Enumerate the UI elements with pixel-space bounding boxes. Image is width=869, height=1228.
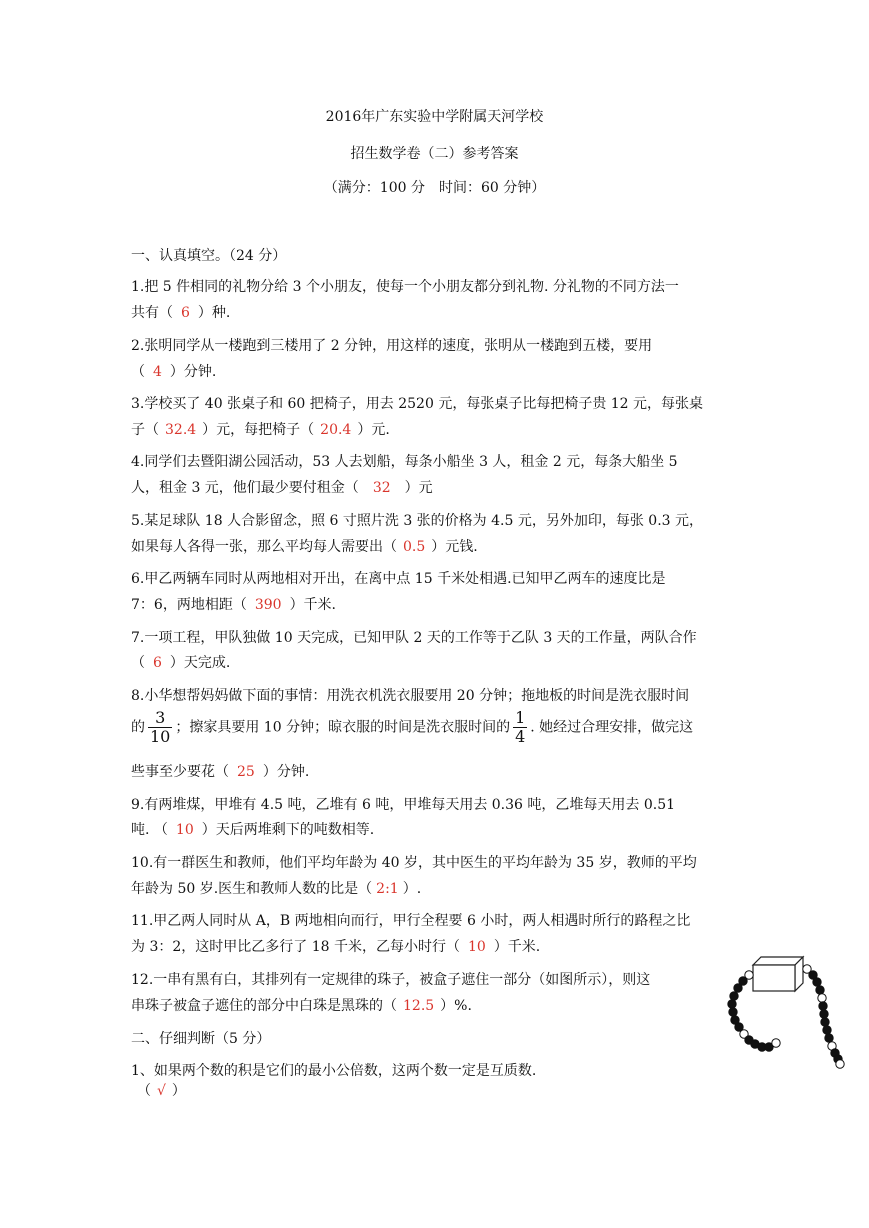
bead-chain-figure: [725, 955, 850, 1075]
doc-subtitle: 招生数学卷（二）参考答案: [350, 146, 519, 162]
black-bead: [813, 978, 821, 986]
q12-line2: 串珠子被盒子遮住的部分中白珠是黑珠的（ 12.5 ）%.: [131, 998, 472, 1014]
q8-line1: 8.小华想帮妈妈做下面的事情：用洗衣机洗衣服要用 20 分钟；拖地板的时间是洗衣服时间: [131, 688, 690, 704]
q5-answer: 0.5: [403, 539, 426, 555]
q6-answer: 390: [254, 597, 282, 613]
q1-answer: 6: [181, 305, 190, 321]
black-bead: [734, 984, 742, 992]
q9-line2: 吨. （ 10 ）天后两堆剩下的吨数相等.: [131, 822, 375, 838]
q10-answer: 2:1: [376, 881, 399, 897]
q11-answer: 10: [467, 939, 486, 955]
q6-line2: 7：6，两地相距（ 390 ）千米.: [131, 597, 337, 613]
s2-q1-line1: 1、如果两个数的积是它们的最小公倍数，这两个数一定是互质数.: [131, 1063, 537, 1079]
q7-line1: 7.一项工程，甲队独做 10 天完成，已知甲队 2 天的工作等于乙队 3 天的工作量，两队合作: [131, 630, 697, 646]
doc-title: 2016年广东实验中学附属天河学校: [325, 109, 544, 125]
section1-heading: 一、认真填空。（24 分）: [131, 248, 287, 264]
q8-answer: 25: [237, 764, 255, 780]
q1-line2: 共有（ 6 ）种.: [131, 305, 231, 321]
q3-line2: 子（ 32.4 ）元，每把椅子（ 20.4 ）元.: [131, 422, 390, 438]
fraction-3-10: $\frac{3}{10}$: [150, 708, 171, 746]
q10-line2: 年龄为 50 岁.医生和教师人数的比是（ 2:1 ）.: [131, 881, 422, 897]
q1-line1: 1.把 5 件相同的礼物分给 3 个小朋友，使每一个小朋友都分到礼物. 分礼物的不同方法一: [131, 279, 679, 295]
q10-line1: 10.有一群医生和教师，他们平均年龄为 40 岁，其中医生的平均年龄为 35 岁，教师的平均: [131, 855, 697, 871]
fraction-1-4: $\frac{1}{4}$: [515, 708, 526, 746]
q11-line2: 为 3：2，这时甲比乙多行了 18 千米，乙每小时行（ 10 ）千米.: [131, 939, 541, 955]
q3-line1: 3.学校买了 40 张桌子和 60 把椅子，用去 2520 元，每张桌子比每把椅子贵 12 元，每张桌: [131, 396, 704, 412]
q8-line3: 些事至少要花（ 25 ）分钟.: [131, 764, 310, 780]
box-icon: [753, 957, 803, 991]
q5-line1: 5.某足球队 18 人合影留念，照 6 寸照片洗 3 张的价格为 4.5 元，另外加印，每张 0.3 元，: [131, 513, 704, 529]
q4-line2: 人，租金 3 元，他们最少要付租金（ 32 ）元: [131, 480, 433, 496]
black-bead: [729, 1008, 737, 1016]
q3-answer2: 20.4: [320, 422, 352, 438]
black-bead: [820, 1010, 828, 1018]
q3-answer1: 32.4: [165, 422, 197, 438]
q2-line2: （ 4 ）分钟.: [131, 364, 217, 380]
q6-line1: 6.甲乙两辆车同时从两地相对开出，在离中点 15 千米处相遇.已知甲乙两车的速度比是: [131, 571, 666, 587]
white-bead: [818, 994, 826, 1002]
black-bead: [816, 986, 824, 994]
black-bead: [728, 1000, 736, 1008]
black-bead: [823, 1026, 831, 1034]
section2-heading: 二、仔细判断（5 分）: [131, 1031, 271, 1047]
q11-line1: 11.甲乙两人同时从 A，B 两地相向而行，甲行全程要 6 小时，两人相遇时所行的路程之比: [131, 913, 691, 929]
s2-q1-line2: （ √ ）: [137, 1083, 186, 1099]
q2-line1: 2.张明同学从一楼跑到三楼用了 2 分钟，用这样的速度，张明从一楼跑到五楼，要用: [131, 338, 653, 354]
q7-answer: 6: [153, 655, 162, 671]
q7-line2: （ 6 ）天完成.: [131, 655, 231, 671]
black-bead: [730, 992, 738, 1000]
white-bead: [772, 1039, 780, 1047]
q5-line2: 如果每人各得一张，那么平均每人需要出（ 0.5 ）元钱.: [131, 539, 478, 555]
doc-info: （满分：100 分 时间：60 分钟）: [323, 180, 546, 196]
black-bead: [821, 1018, 829, 1026]
black-bead: [819, 1002, 827, 1010]
q4-answer: 32: [372, 480, 391, 496]
black-bead: [825, 1034, 833, 1042]
s2-q1-answer: √: [157, 1083, 166, 1099]
white-bead: [836, 1060, 844, 1068]
q9-answer: 10: [175, 822, 194, 838]
q9-line1: 9.有两堆煤，甲堆有 4.5 吨，乙堆有 6 吨，甲堆每天用去 0.36 吨，乙堆每天用去 0.51: [131, 797, 676, 813]
q12-line1: 12.一串有黑有白，其排列有一定规律的珠子，被盒子遮住一部分（如图所示），则这: [131, 972, 651, 988]
q2-answer: 4: [153, 364, 162, 380]
q4-line1: 4.同学们去暨阳湖公园活动，53 人去划船，每条小船坐 3 人，租金 2 元，每条大船坐 5: [131, 454, 678, 470]
q12-answer: 12.5: [403, 998, 435, 1014]
q8-line2: 的 $\frac{3}{10}$ ；擦家具要用 10 分钟；晾衣服的时间是洗衣服时间的 $\frac{1}{4}$ . 她经过合理安排，做完这: [131, 708, 694, 746]
